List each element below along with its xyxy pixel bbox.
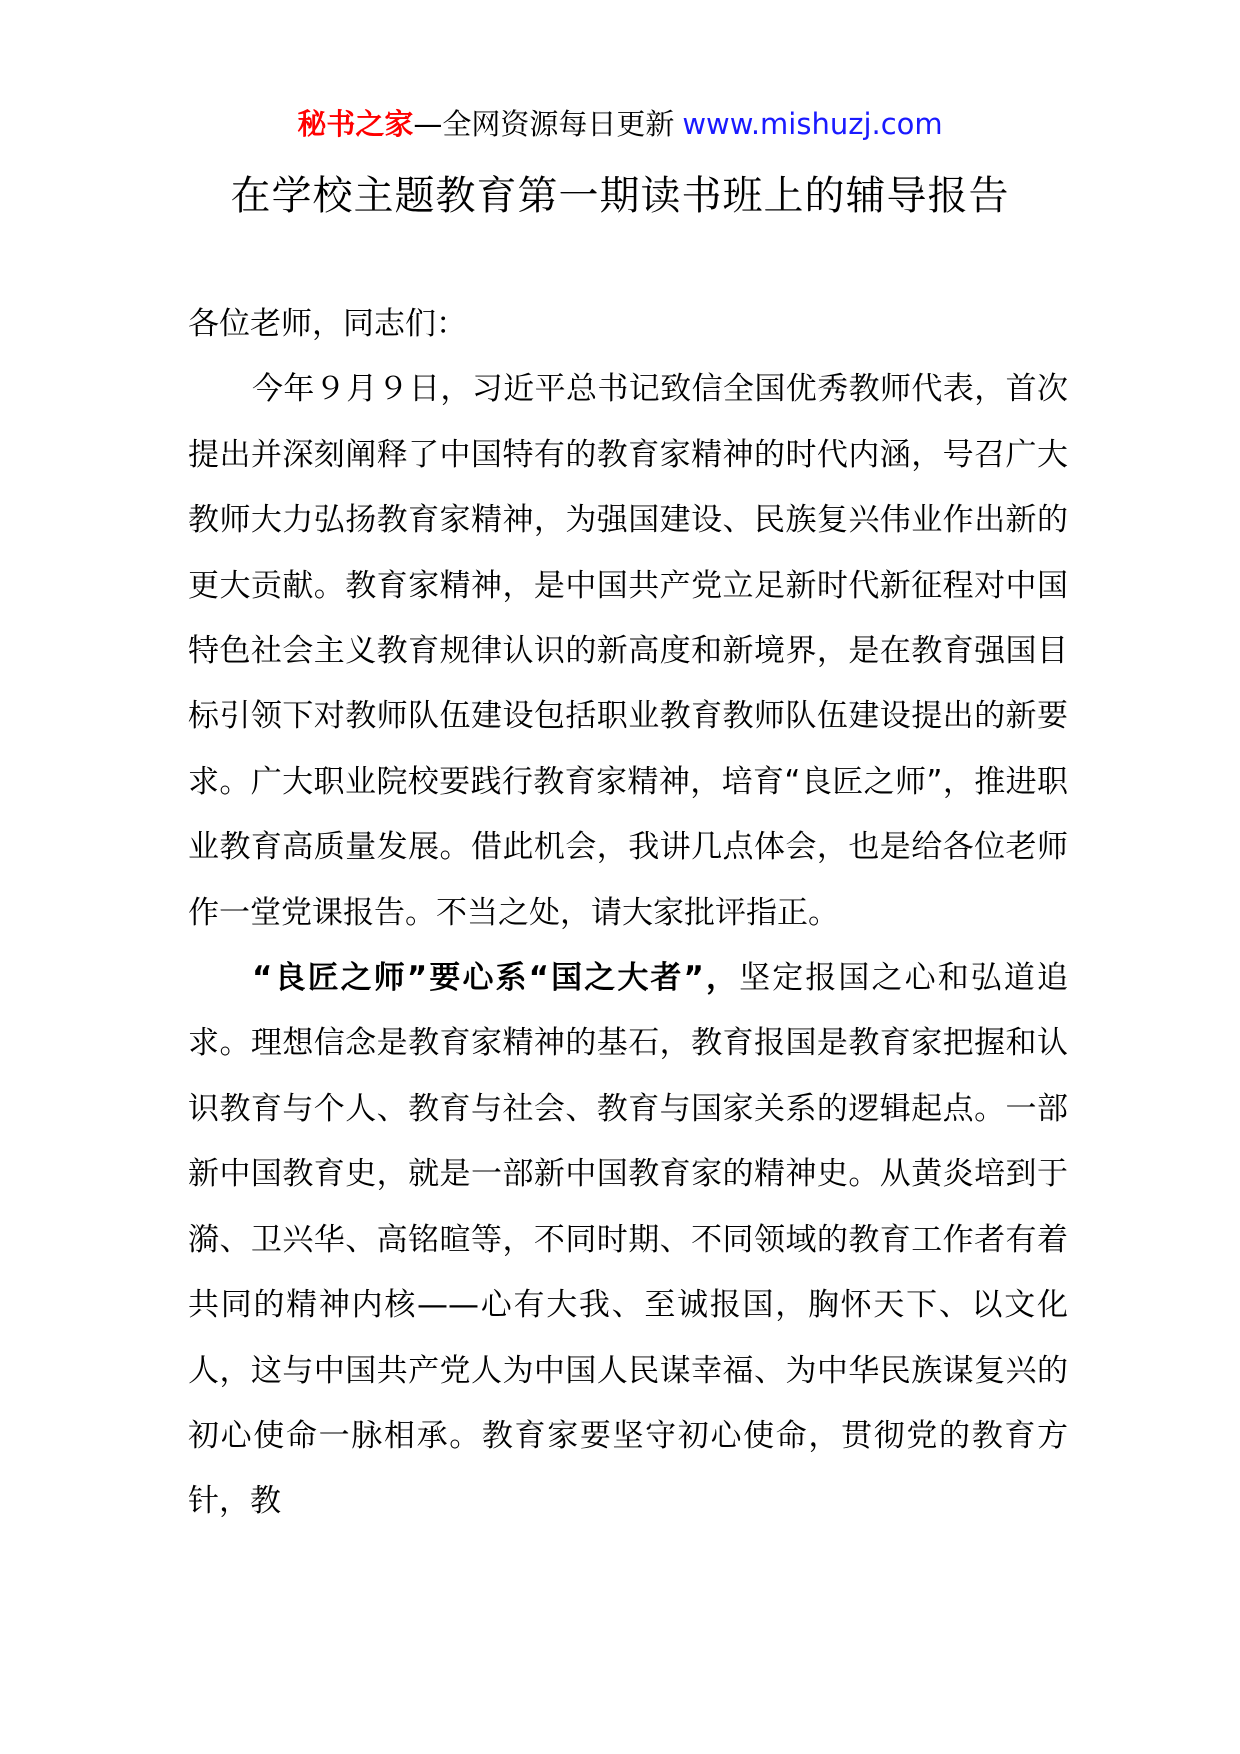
site-brand: 秘书之家 [297,107,414,141]
site-url-link[interactable]: www.mishuzj.com [682,107,943,141]
section-heading: “良匠之师”要心系“国之大者”， [252,960,740,997]
site-tagline: —全网资源每日更新 [413,107,675,141]
paragraph-section-one [188,946,1068,1535]
document-body [188,292,1068,1535]
section-text: 坚定报国之心和弘道追求。理想信念是教育家精神的基石，教育报国是教育家把握和认识教育与个人、教育与社会、教育与国家关系的逻辑起点。一部新中国教育史，就是一部新中国教育家的精神史。从黄炎培到于漪、卫兴华、高铭暄等，不同时期、不同领域的教育工作者有着共同的精神内核——心有大我、至诚报国，胸怀天下、以文化人，这与中国共产党人为中国人民谋幸福、为中华民族谋复兴的初心使命一脉相承。教育家要坚守初心使命，贯彻党的教育方针，教 [188,960,1069,1520]
paragraph-intro: 今年９月９日，习近平总书记致信全国优秀教师代表，首次提出并深刻阐释了中国特有的教育家精神的时代内涵，号召广大教师大力弘扬教育家精神，为强国建设、民族复兴伟业作出新的更大贡献。教育家精神，是中国共产党立足新时代新征程对中国特色社会主义教育规律认识的新高度和新境界，是在教育强国目标引领下对教师队伍建设包括职业教育教师队伍建设提出的新要求。广大职业院校要践行教育家精神，培育“良匠之师”，推进职业教育高质量发展。借此机会，我讲几点体会，也是给各位老师作一堂党课报告。不当之处，请大家批评指正。 [188,371,1068,931]
site-header [0,98,1240,150]
document-title: 在学校主题教育第一期读书班上的辅导报告 [230,173,1010,219]
salutation: 各位老师，同志们： [188,306,467,342]
